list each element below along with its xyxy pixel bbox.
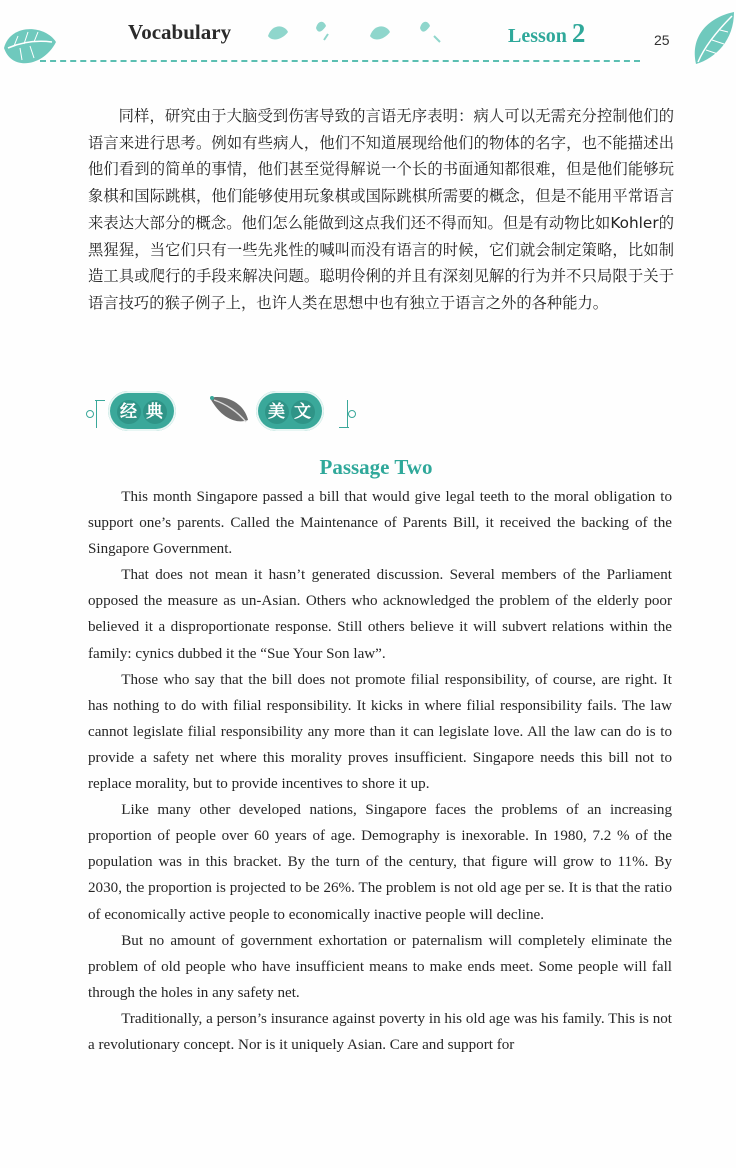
section-badge [86, 388, 366, 440]
badge-beautiful [256, 391, 324, 431]
badge-dot-right [348, 410, 356, 418]
lesson-label-text: Lesson [508, 25, 567, 47]
passage-paragraph-6: Traditionally, a person’s insurance against poverty in his old age was his family. This is not a revolutionary concept. Nor is it uniquely Asian. Care and support for [88, 1010, 672, 1053]
passage-paragraph-5: But no amount of government exhortation or paternalism will completely eliminate the problem of old people who have insufficient means to make ends meet. Some people will fall through the holes in any safety net. [88, 932, 672, 1001]
badge-beautiful-char-1: 美 [265, 400, 289, 424]
badge-beautiful-char-2: 文 [291, 400, 315, 424]
passage-paragraph-1: This month Singapore passed a bill that would give legal teeth to the moral obligation to support one’s parents. Called the Maintenance of Parents Bill, it received the backing of the Singapore Government. [88, 489, 672, 558]
leaf-decoration-right-icon [676, 8, 736, 80]
passage-paragraph-2: That does not mean it hasn’t generated discussion. Several members of the Parliament opposed the measure as un-Asian. Others who acknowledged the problem of the elderly poor believed it a disproportionate response. Still others believe it will subvert relations within the family: cynics dubbed it the “Sue Your Son law”. [88, 567, 672, 662]
page-header [0, 0, 736, 80]
leaf-row-decoration-icon [262, 14, 462, 46]
page-number: 25 [654, 32, 670, 48]
leaf-decoration-left-icon [0, 18, 60, 80]
lesson-number: 2 [571, 18, 586, 48]
section-title: Vocabulary [128, 20, 232, 44]
badge-dot-left [86, 410, 94, 418]
badge-classic-char-2: 典 [143, 400, 167, 424]
header-dashed-divider [40, 60, 640, 62]
badge-classic-char-1: 经 [117, 400, 141, 424]
passage-paragraph-4: Like many other developed nations, Singapore faces the problems of an increasing proportion of people over 60 years of age. Demography is inexorable. In 1980, 7.2 % of the population was in this bracket. By the turn of the century, that figure will grow to 11%. By 2030, the proportion is projected to be 26%. The problem is not old age per se. It is that the ratio of economically active people to economically inactive people will decline. [88, 802, 672, 923]
lesson-label [508, 18, 585, 49]
badge-classic [108, 391, 176, 431]
passage-paragraph-3: Those who say that the bill does not promote filial responsibility, of course, are right. It has nothing to do with filial responsibility. It kicks in where filial responsibility fails. The law cannot legislate filial responsibility any more than it can legislate love. All the law can do is to provide a safety net where this morality proves insufficient. Singapore needs this bill not to replace morality, but to provide incentives to shore it up. [88, 671, 672, 793]
chinese-translation-paragraph: 同样，研究由于大脑受到伤害导致的言语无序表明：病人可以无需充分控制他们的语言来进行思考。例如有些病人，他们不知道展现给他们的物体的名字，也不能描述出他们看到的简单的事情，他们甚至觉得解说一个长的书面通知都很难，但是他们能够玩象棋和国际跳棋，他们能够使用玩象棋或国际跳棋所需要的概念，但是不能用平常语言来表达大部分的概念。他们怎么能做到这点我们还不得而知。但是有动物比如Kohler的黑猩猩，当它们只有一些先兆性的喊叫而没有语言的时候，它们就会制定策略，比如制造工具或爬行的手段来解决问题。聪明伶俐的并且有深刻见解的行为并不只局限于关于语言技巧的猴子例子上，也许人类在思想中也有独立于语言之外的各种能力。 [88, 107, 674, 312]
passage-title: Passage Two [319, 455, 433, 479]
quill-pen-icon [204, 390, 254, 434]
passage-body [88, 484, 672, 1058]
